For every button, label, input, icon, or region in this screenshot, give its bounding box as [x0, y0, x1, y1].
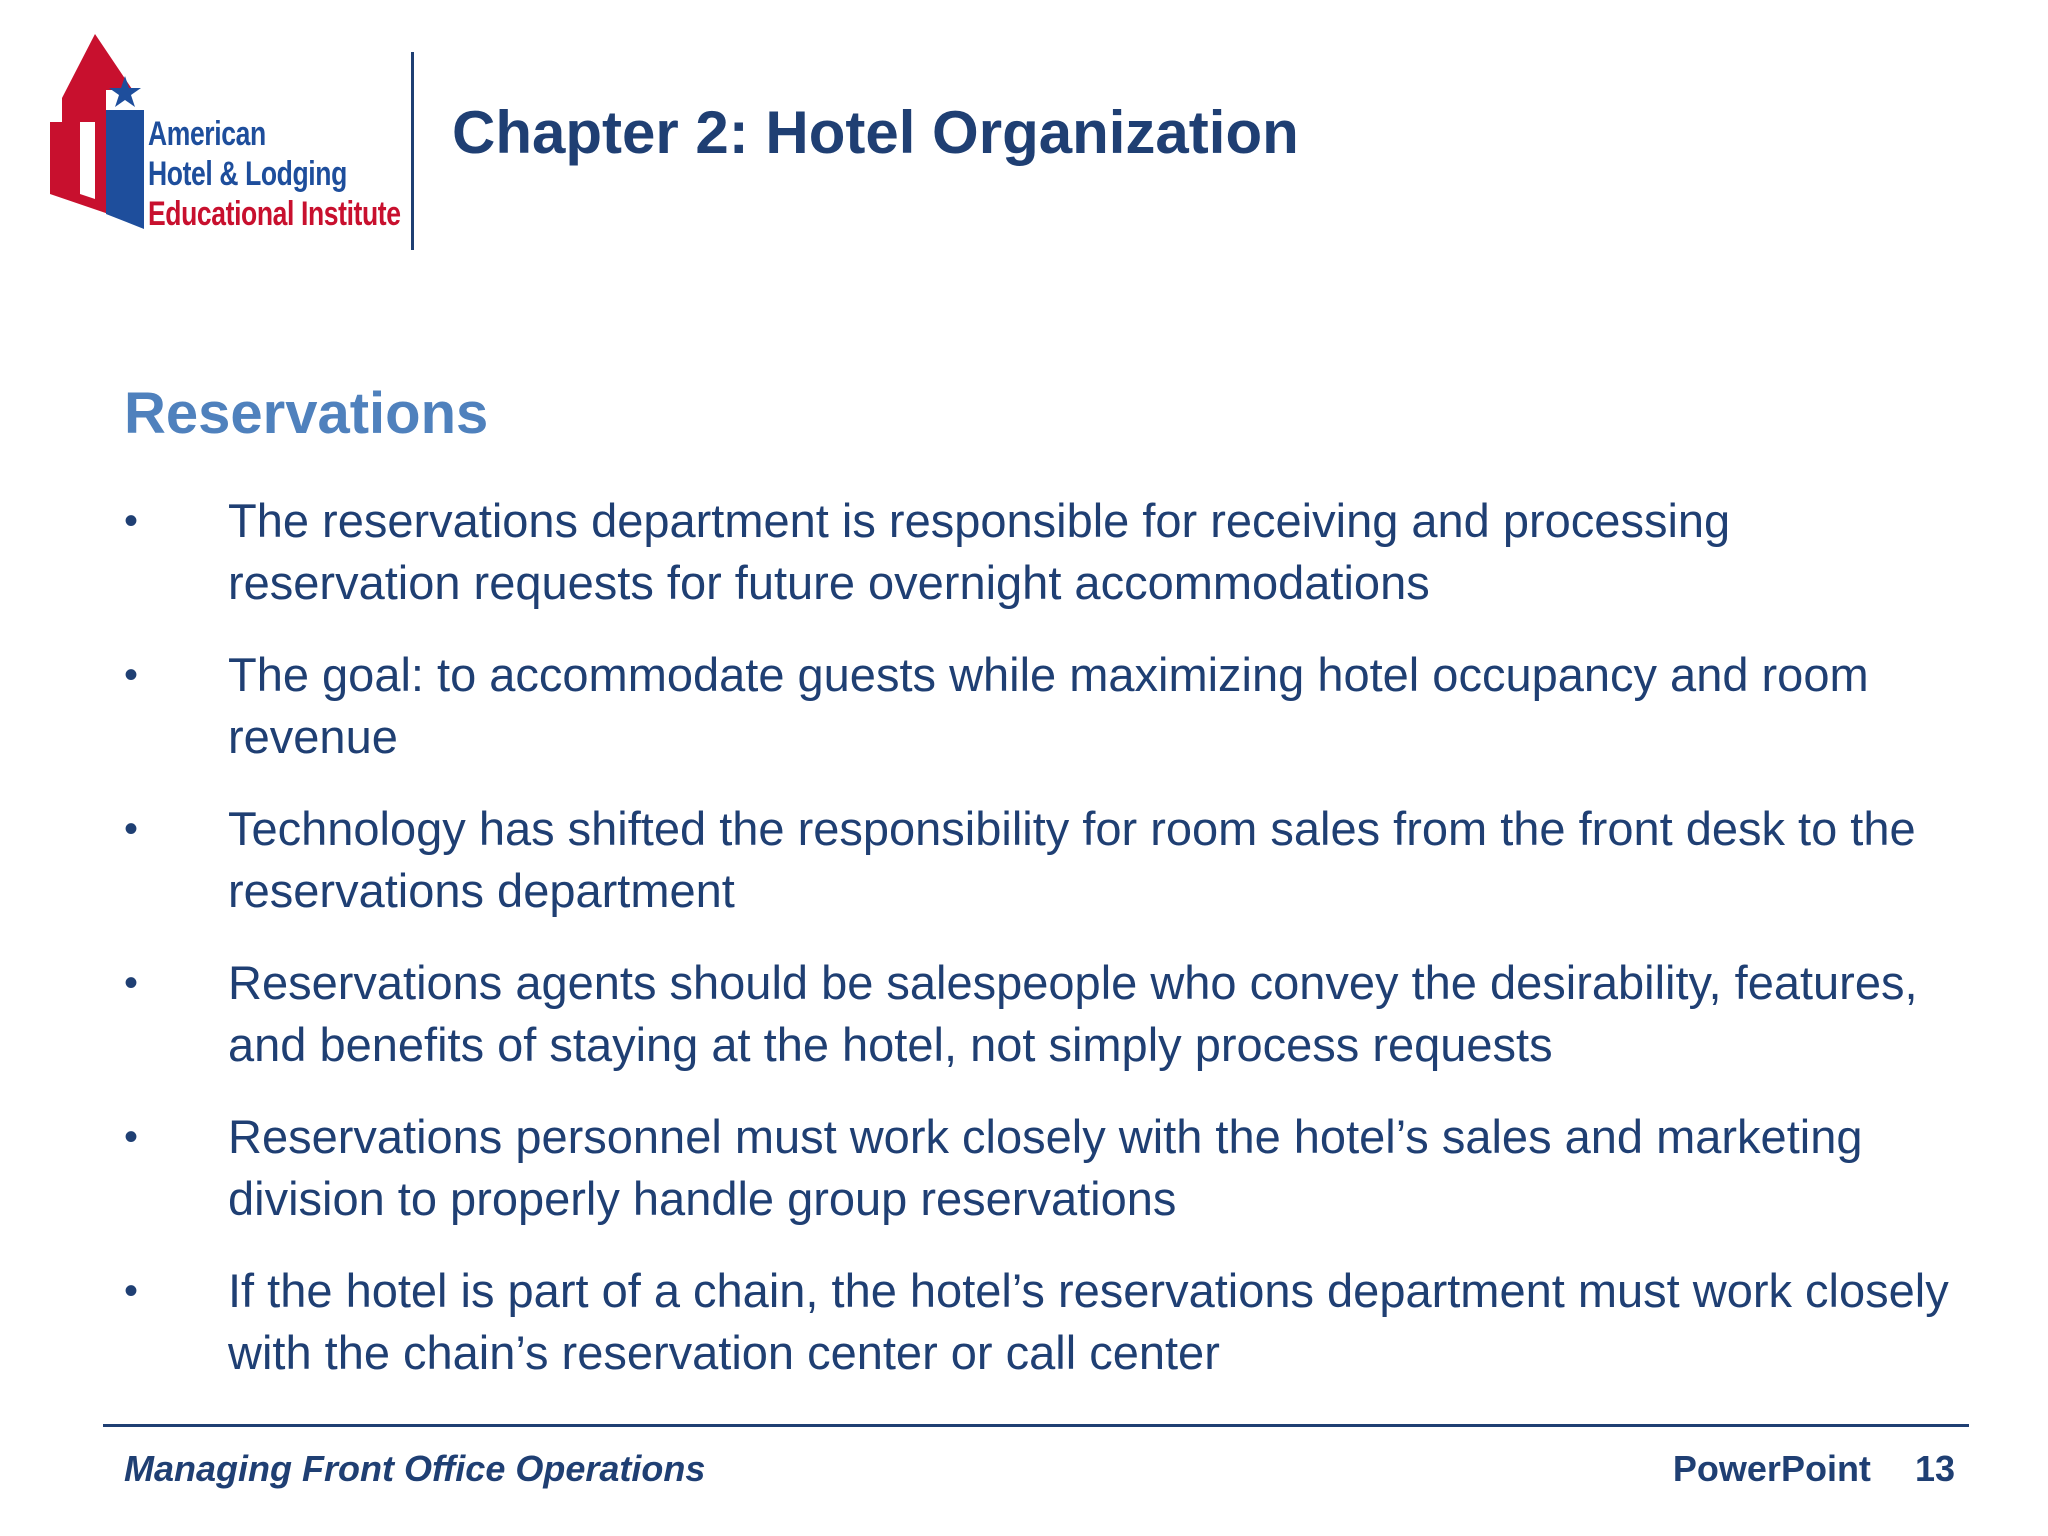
- bullet-text: Reservations personnel must work closely with the hotel’s sales and marketing division to properly handle group reservations: [228, 1110, 1863, 1225]
- logo-line-educational-institute: Educational Institute: [148, 195, 401, 233]
- bullet-text: If the hotel is part of a chain, the hotel’s reservations department must work closely with the chain’s reservation center or call center: [228, 1264, 1949, 1379]
- bullet-item: [124, 1260, 1964, 1384]
- footer-course-title: Managing Front Office Operations: [124, 1448, 706, 1489]
- bullet-symbol: •: [124, 653, 139, 697]
- bullet-symbol: •: [124, 499, 139, 543]
- header-divider: [411, 52, 414, 250]
- bullet-symbol: •: [124, 1269, 139, 1313]
- bullet-list: [124, 490, 1964, 1414]
- bullet-text: The reservations department is responsible for receiving and processing reservation requests for future overnight accommodations: [228, 494, 1731, 609]
- bullet-item: [124, 798, 1964, 922]
- logo-line-american: American: [148, 115, 266, 153]
- bullet-item: [124, 644, 1964, 768]
- page-number: 13: [1914, 1448, 1955, 1489]
- section-heading: Reservations: [124, 381, 489, 446]
- ahlei-logo: [50, 34, 401, 244]
- bullet-text: Reservations agents should be salespeople who convey the desirability, features, and benefits of staying at the hotel, not simply process requests: [228, 956, 1918, 1071]
- bullet-text: The goal: to accommodate guests while maximizing hotel occupancy and room revenue: [228, 648, 1869, 763]
- bullet-symbol: •: [124, 1115, 139, 1159]
- chapter-title: Chapter 2: Hotel Organization: [452, 99, 1299, 166]
- bullet-item: [124, 490, 1964, 614]
- footer-right: [1673, 1448, 1955, 1490]
- footer-rule: [103, 1424, 1969, 1427]
- bullet-item: [124, 1106, 1964, 1230]
- bullet-item: [124, 952, 1964, 1076]
- bullet-symbol: •: [124, 961, 139, 1005]
- bullet-symbol: •: [124, 807, 139, 851]
- bullet-text: Technology has shifted the responsibility for room sales from the front desk to the reservations department: [228, 802, 1916, 917]
- logo-line-hotel-lodging: Hotel & Lodging: [148, 155, 347, 193]
- footer-label: PowerPoint: [1672, 1448, 1871, 1489]
- logo-wordmark: [148, 114, 401, 234]
